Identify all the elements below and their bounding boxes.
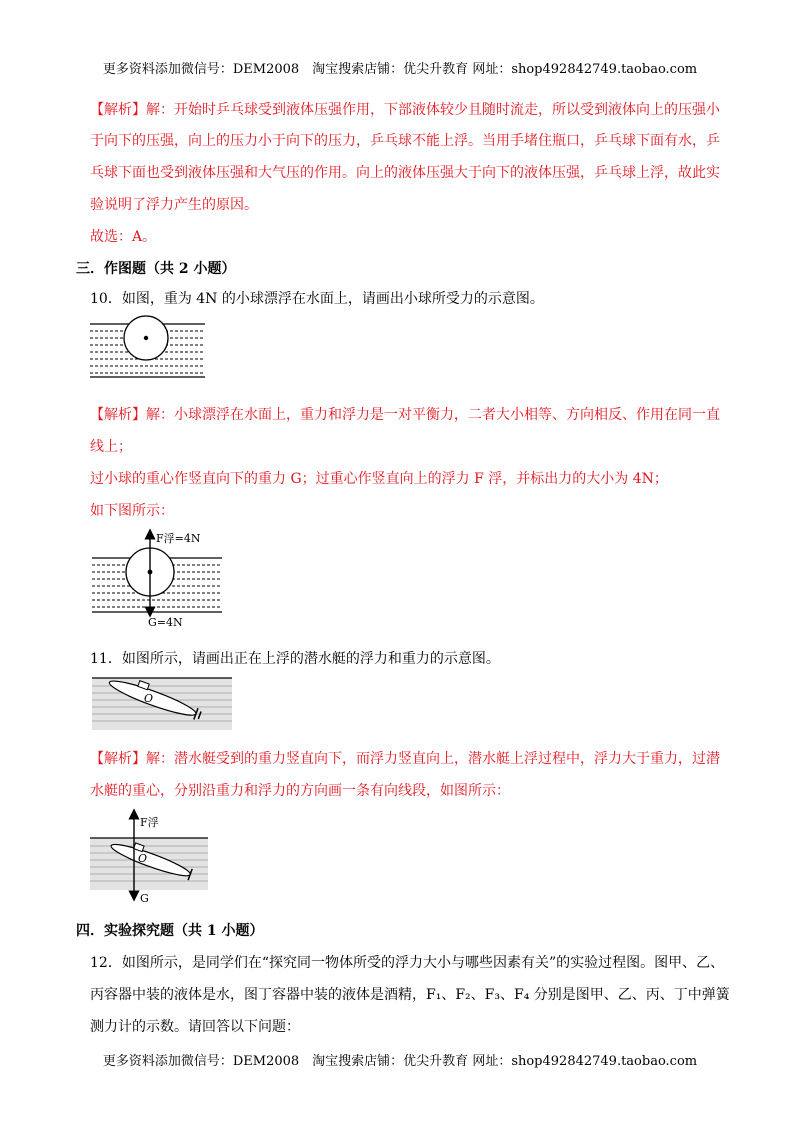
q11-submarine-figure [92, 674, 232, 730]
q10-force-figure [92, 528, 222, 628]
page-footer: 更多资料添加微信号：DEM2008 淘宝搜索店铺：优尖升教育 网址：shop492842749.taobao.com [102, 1054, 698, 1069]
q10-analysis-line: 过小球的重心作竖直向下的重力 G；过重心作竖直向上的浮力 F 浮，并标出力的大小为 4N； [90, 471, 668, 487]
q12-line: 12．如图所示，是同学们在“探究同一物体所受的浮力大小与哪些因素有关”的实验过程图。图甲、乙、 [90, 955, 725, 971]
section-title: 三．作图题（共 2 小题） [76, 261, 236, 277]
q9-answer: 故选：A。 [90, 229, 157, 245]
q10-analysis-line: 如下图所示： [90, 503, 174, 519]
q10-analysis-line: 线上； [90, 439, 132, 455]
q10-analysis-line: 【解析】解：小球漂浮在水面上，重力和浮力是一对平衡力，二者大小相等、方向相反、作用在同一直 [90, 407, 720, 423]
q12-line: 测力计的示数。请回答以下问题： [90, 1019, 300, 1035]
section-title: 四．实验探究题（共 1 小题） [76, 923, 264, 939]
gravity-label: G=4N [148, 616, 183, 629]
buoyancy-label: F浮=4N [156, 532, 201, 545]
q9-analysis-line: 验说明了浮力产生的原因。 [90, 197, 258, 213]
gravity-label: G [140, 892, 149, 905]
submarine-center-label: O [144, 692, 154, 705]
buoyancy-label: F浮 [140, 816, 159, 829]
q9-analysis-line: 【解析】解：开始时乒乓球受到液体压强作用，下部液体较少且随时流走，所以受到液体向上的压强小 [90, 102, 720, 118]
submarine-center-label: O [138, 852, 148, 865]
q10-question: 10．如图，重为 4N 的小球漂浮在水面上，请画出小球所受力的示意图。 [90, 291, 544, 307]
q9-analysis-line: 乓球下面也受到液体压强和大气压的作用。向上的液体压强大于向下的液体压强，乒乓球上浮，故此实 [90, 165, 720, 181]
page-header: 更多资料添加微信号：DEM2008 淘宝搜索店铺：优尖升教育 网址：shop492842749.taobao.com [102, 62, 698, 77]
q11-force-figure [90, 810, 220, 904]
q11-analysis-line: 【解析】解：潜水艇受到的重力竖直向下，而浮力竖直向上，潜水艇上浮过程中，浮力大于重力，过潜 [90, 751, 720, 767]
q12-line: 丙容器中装的液体是水，图丁容器中装的液体是酒精，F₁、F₂、F₃、F₄ 分别是图甲、乙、丙、丁中弹簧 [90, 987, 730, 1003]
q11-analysis-line: 水艇的重心，分别沿重力和浮力的方向画一条有向线段，如图所示： [90, 783, 510, 799]
q10-ball-figure [90, 316, 205, 378]
q9-analysis-line: 于向下的压强，向上的压力小于向下的压力，乒乓球不能上浮。当用手堵住瓶口，乒乓球下面有水，乒 [90, 133, 720, 149]
q11-question: 11．如图所示，请画出正在上浮的潜水艇的浮力和重力的示意图。 [90, 651, 500, 667]
